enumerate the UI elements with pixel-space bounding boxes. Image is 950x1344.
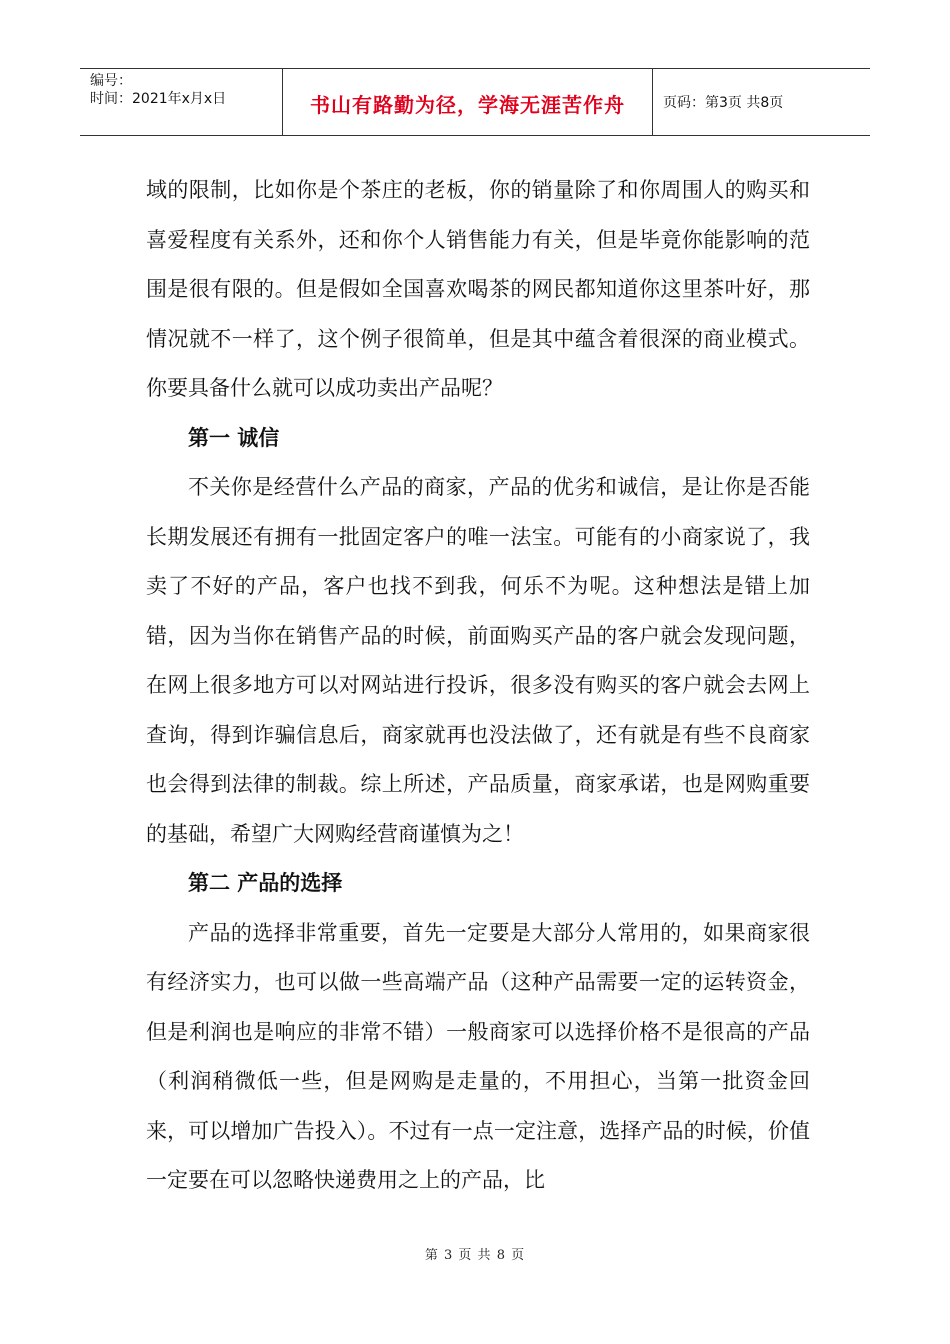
page-footer: 第 3 页 共 8 页 [424,1248,526,1263]
body-paragraph-3: 产品的选择非常重要，首先一定要是大部分人常用的，如果商家很有经济实力，也可以做一些高端产品（这种产品需要一定的运转资金，但是利润也是响应的非常不错）一般商家可以选择价格不是很高的产品（利润稍微低一些，但是网购是走量的，不用担心，当第一批资金回来，可以增加广告投入）。不过有一点一定注意，选择产品的时候，价值一定要在可以忽略快递费用之上的产品，比 [146,920,810,1192]
document-body [146,166,810,1206]
header-page-info: 页码：第3页 共8页 [663,95,784,111]
body-paragraph-2: 不关你是经营什么产品的商家，产品的优劣和诚信，是让你是否能长期发展还有拥有一批固定客户的唯一法宝。可能有的小商家说了，我卖了不好的产品，客户也找不到我，何乐不为呢。这种想法是错上加错，因为当你在销售产品的时候，前面购买产品的客户就会发现问题，在网上很多地方可以对网站进行投诉，很多没有购买的客户就会去网上查询，得到诈骗信息后，商家就再也没法做了，还有就是有些不良商家也会得到法律的制裁。综上所述，产品质量，商家承诺，也是网购重要的基础，希望广大网购经营商谨慎为之！ [146,475,810,846]
body-paragraph-1: 域的限制，比如你是个茶庄的老板，你的销量除了和你周围人的购买和喜爱程度有关系外，还和你个人销售能力有关，但是毕竟你能影响的范围是很有限的。但是假如全国喜欢喝茶的网民都知道你这里茶叶好，那情况就不一样了，这个例子很简单，但是其中蕴含着很深的商业模式。你要具备什么就可以成功卖出产品呢？ [146,178,810,400]
section-heading-1: 第一 诚信 [188,425,280,450]
page-header [80,68,870,136]
header-meta [80,69,283,135]
header-motto: 书山有路勤为径，学海无涯苦作舟 [283,69,653,135]
serial-number-label: 编号： [90,73,132,89]
section-heading-2: 第二 产品的选择 [188,871,343,895]
date-label: 时间：2021年x月x日 [90,91,227,107]
